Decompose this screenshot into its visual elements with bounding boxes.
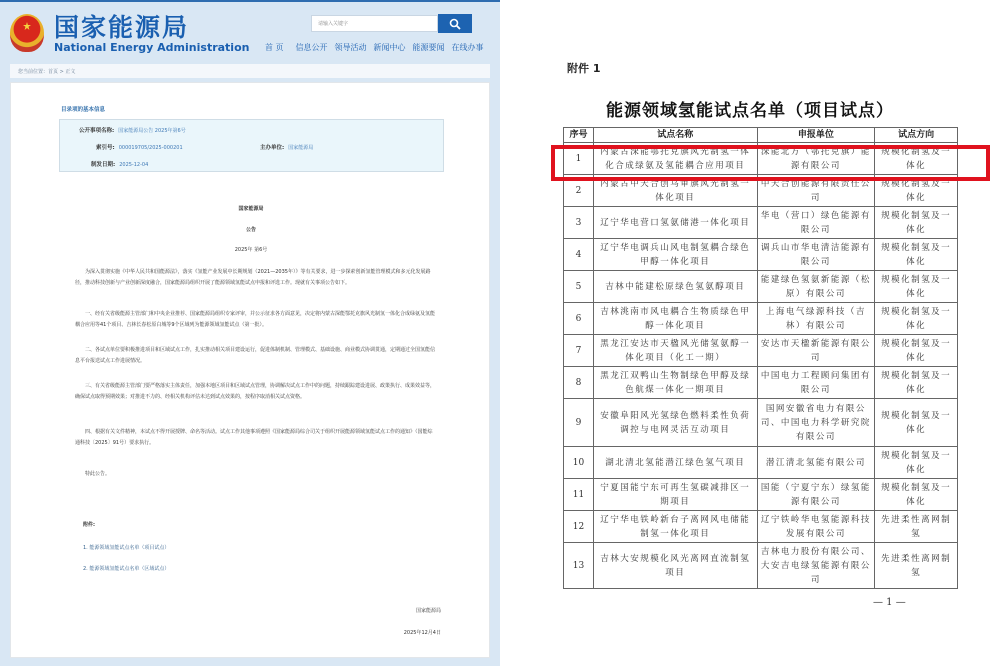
column-header-name: 试点名称 bbox=[593, 128, 757, 143]
cell-direction: 规模化制氢及一体化 bbox=[875, 175, 958, 207]
cell-applicant: 辽宁铁岭华电氢能源科技发展有限公司 bbox=[757, 511, 875, 543]
table-row bbox=[564, 271, 958, 303]
nav-news[interactable]: 新闻中心 bbox=[373, 43, 406, 52]
paragraph-closing: 特此公告。 bbox=[85, 471, 111, 477]
cell-no: 3 bbox=[564, 207, 594, 239]
paragraph-2: 二、各试点单位要积极推进项目和区域试点工作，扎实推动相关项目建设运行，促进体制机制、管理模式、基础设施、商业模式协调贯通，定期通过全国氢能信息平台报送试点工作进展情况。 bbox=[75, 347, 436, 364]
cell-direction: 规模化制氢及一体化 bbox=[875, 303, 958, 335]
meta-info-box bbox=[59, 119, 444, 172]
cell-applicant: 中天合创能源有限责任公司 bbox=[757, 175, 875, 207]
cell-no: 10 bbox=[564, 447, 594, 479]
attachment-number: 附件 1 bbox=[567, 62, 601, 75]
cell-direction: 规模化制氢及一体化 bbox=[875, 271, 958, 303]
nav-leadership[interactable]: 领导活动 bbox=[334, 43, 367, 52]
nav-info-public[interactable]: 信息公开 bbox=[295, 43, 328, 52]
meta-host: 主办单位: 国家能源局 bbox=[260, 145, 314, 151]
cell-no: 4 bbox=[564, 239, 594, 271]
paragraph-1: 一、经有关省级能源主管部门和中央企业推荐、国家能源局组织专家评审，并公示征求各方面意见，决定将内蒙古深能鄂托克旗风光制氢一体化合成绿氨及氢能耦合应用等41个项目、吉林长春松原白城等9个区域列为能源领域氢能试点（第一批）。 bbox=[75, 311, 436, 328]
doc-type: 公告 bbox=[245, 227, 256, 233]
site-name-en: National Energy Administration bbox=[54, 41, 250, 54]
cell-no: 7 bbox=[564, 335, 594, 367]
cell-applicant: 安达市天楹新能源有限公司 bbox=[757, 335, 875, 367]
column-header-direction: 试点方向 bbox=[875, 128, 958, 143]
sign-org: 国家能源局 bbox=[415, 608, 441, 614]
doc-number: 2025年 第6号 bbox=[234, 247, 268, 253]
page-number: — 1 — bbox=[873, 597, 906, 608]
table-row bbox=[564, 447, 958, 479]
search-button[interactable] bbox=[438, 14, 472, 33]
table-row bbox=[564, 399, 958, 447]
cell-applicant: 中国电力工程顾问集团有限公司 bbox=[757, 367, 875, 399]
cell-name: 内蒙古中天合创乌审旗风光制氢一体化项目 bbox=[593, 175, 757, 207]
table-row bbox=[564, 479, 958, 511]
table-row bbox=[564, 543, 958, 589]
column-header-applicant: 申报单位 bbox=[757, 128, 875, 143]
cell-direction: 规模化制氢及一体化 bbox=[875, 335, 958, 367]
cell-name: 吉林大安规模化风光离网直流制氢项目 bbox=[593, 543, 757, 589]
meta-index: 索引号: 000019705/2025-000201 bbox=[96, 145, 183, 151]
table-row bbox=[564, 367, 958, 399]
cell-direction: 先进柔性离网制氢 bbox=[875, 511, 958, 543]
breadcrumb[interactable]: 您当前位置：首页 > 正文 bbox=[10, 64, 490, 78]
cell-no: 6 bbox=[564, 303, 594, 335]
cell-name: 黑龙江双鸭山生物制绿色甲醇及绿色航煤一体化一期项目 bbox=[593, 367, 757, 399]
paragraph-4: 四、根据有关文件精神，本试点不得开展授牌、命名等活动。试点工作其他事项遵照《国家能源局综合司关于组织开展能源领域氢能试点工作的通知》（国能综通科技〔2025〕91号）要求执行。 bbox=[75, 429, 433, 446]
table-row bbox=[564, 143, 958, 175]
document-title: 能源领域氢能试点名单（项目试点） bbox=[606, 101, 894, 121]
cell-name: 辽宁华电营口氢氨储港一体化项目 bbox=[593, 207, 757, 239]
nav-online-service[interactable]: 在线办事 bbox=[451, 43, 484, 52]
cell-direction: 规模化制氢及一体化 bbox=[875, 367, 958, 399]
table-row bbox=[564, 239, 958, 271]
column-header-no: 序号 bbox=[564, 128, 594, 143]
paragraph-3: 三、有关省级能源主管部门要严格落实主体责任，加强本地区项目和区域试点管理，协调解决试点工作中的问题，持续跟踪建设进展、政策执行、成果效益等，确保试点取得预期效果；对推进不力的、经相关机构评估未达到试点效果的，按程序取消相关试点资格。 bbox=[75, 383, 436, 400]
cell-applicant: 吉林电力股份有限公司、大安吉电绿氢能源有限公司 bbox=[757, 543, 875, 589]
cell-direction: 先进柔性离网制氢 bbox=[875, 543, 958, 589]
cell-direction: 规模化制氢及一体化 bbox=[875, 399, 958, 447]
attachment-document bbox=[500, 0, 1000, 666]
attachments-label: 附件: bbox=[83, 522, 95, 528]
cell-no: 11 bbox=[564, 479, 594, 511]
search-icon bbox=[449, 18, 461, 30]
cell-name: 辽宁华电调兵山风电制氢耦合绿色甲醇一体化项目 bbox=[593, 239, 757, 271]
meta-public-item: 公开事项名称: 国家能源局公告 2025年第6号 bbox=[79, 128, 186, 134]
cell-direction: 规模化制氢及一体化 bbox=[875, 479, 958, 511]
attachment-link-1[interactable]: 1. 能源领域氢能试点名单（项目试点） bbox=[83, 545, 170, 551]
main-nav bbox=[265, 42, 484, 53]
cell-name: 辽宁华电铁岭新台子离网风电储能制氢一体化项目 bbox=[593, 511, 757, 543]
cell-name: 安徽阜阳风光氢绿色燃料柔性负荷调控与电网灵活互动项目 bbox=[593, 399, 757, 447]
cell-name: 湖北清北氢能潜江绿色氢气项目 bbox=[593, 447, 757, 479]
cell-applicant: 调兵山市华电清洁能源有限公司 bbox=[757, 239, 875, 271]
cell-applicant: 上海电气绿源科技（吉林）有限公司 bbox=[757, 303, 875, 335]
table-row bbox=[564, 335, 958, 367]
article-content bbox=[10, 82, 490, 658]
table-row bbox=[564, 207, 958, 239]
cell-direction: 规模化制氢及一体化 bbox=[875, 447, 958, 479]
cell-name: 宁夏国能宁东可再生氢碳减排区一期项目 bbox=[593, 479, 757, 511]
search-input[interactable]: 请输入关键字 bbox=[311, 15, 438, 32]
table-row bbox=[564, 175, 958, 207]
cell-name: 吉林中能建松原绿色氢氨醇项目 bbox=[593, 271, 757, 303]
paragraph-intro: 为深入贯彻实施《中华人民共和国能源法》，落实《氢能产业发展中长期规划（2021—2035年）》等有关要求，进一步探索创新氢能管理模式和多元化发展路径，推动科技创新与产业创新深度融合，国家能源局组织开展了能源领域氢能试点申报和评选工作。现就有关事项公告如下。 bbox=[75, 269, 431, 286]
site-name-cn[interactable]: 国家能源局 bbox=[54, 13, 190, 42]
cell-name: 吉林洮南市风电耦合生物质绿色甲醇一体化项目 bbox=[593, 303, 757, 335]
cell-applicant: 深能北方（鄂托克旗）能源有限公司 bbox=[757, 143, 875, 175]
table-header-row bbox=[564, 128, 958, 143]
cell-applicant: 华电（营口）绿色能源有限公司 bbox=[757, 207, 875, 239]
nav-home[interactable]: 首 页 bbox=[265, 43, 284, 52]
cell-no: 2 bbox=[564, 175, 594, 207]
doc-issuer: 国家能源局 bbox=[238, 206, 264, 212]
meta-section-title: 目录项的基本信息 bbox=[61, 107, 106, 113]
cell-no: 9 bbox=[564, 399, 594, 447]
cell-applicant: 国网安徽省电力有限公司、中国电力科学研究院有限公司 bbox=[757, 399, 875, 447]
site-header bbox=[0, 2, 500, 62]
cell-direction: 规模化制氢及一体化 bbox=[875, 239, 958, 271]
national-emblem-icon bbox=[10, 14, 44, 52]
pilot-project-table bbox=[563, 127, 958, 589]
cell-no: 5 bbox=[564, 271, 594, 303]
cell-applicant: 能建绿色氢氨新能源（松原）有限公司 bbox=[757, 271, 875, 303]
sign-date: 2025年12月4日 bbox=[403, 630, 441, 636]
table-row bbox=[564, 511, 958, 543]
attachment-link-2[interactable]: 2. 能源领域氢能试点名单（区域试点） bbox=[83, 566, 170, 572]
cell-applicant: 国能（宁夏宁东）绿氢能源有限公司 bbox=[757, 479, 875, 511]
cell-direction: 规模化制氢及一体化 bbox=[875, 143, 958, 175]
nav-energy-news[interactable]: 能源要闻 bbox=[412, 43, 445, 52]
cell-name: 内蒙古深能鄂托克旗风光制氢一体化合成绿氨及氢能耦合应用项目 bbox=[593, 143, 757, 175]
cell-no: 13 bbox=[564, 543, 594, 589]
cell-applicant: 潜江清北氢能有限公司 bbox=[757, 447, 875, 479]
cell-no: 8 bbox=[564, 367, 594, 399]
cell-no: 12 bbox=[564, 511, 594, 543]
cell-no: 1 bbox=[564, 143, 594, 175]
meta-date: 制发日期: 2025-12-04 bbox=[91, 162, 149, 168]
cell-name: 黑龙江安达市天楹风光储氢氨醇一体化项目（化工一期） bbox=[593, 335, 757, 367]
table-row bbox=[564, 303, 958, 335]
cell-direction: 规模化制氢及一体化 bbox=[875, 207, 958, 239]
